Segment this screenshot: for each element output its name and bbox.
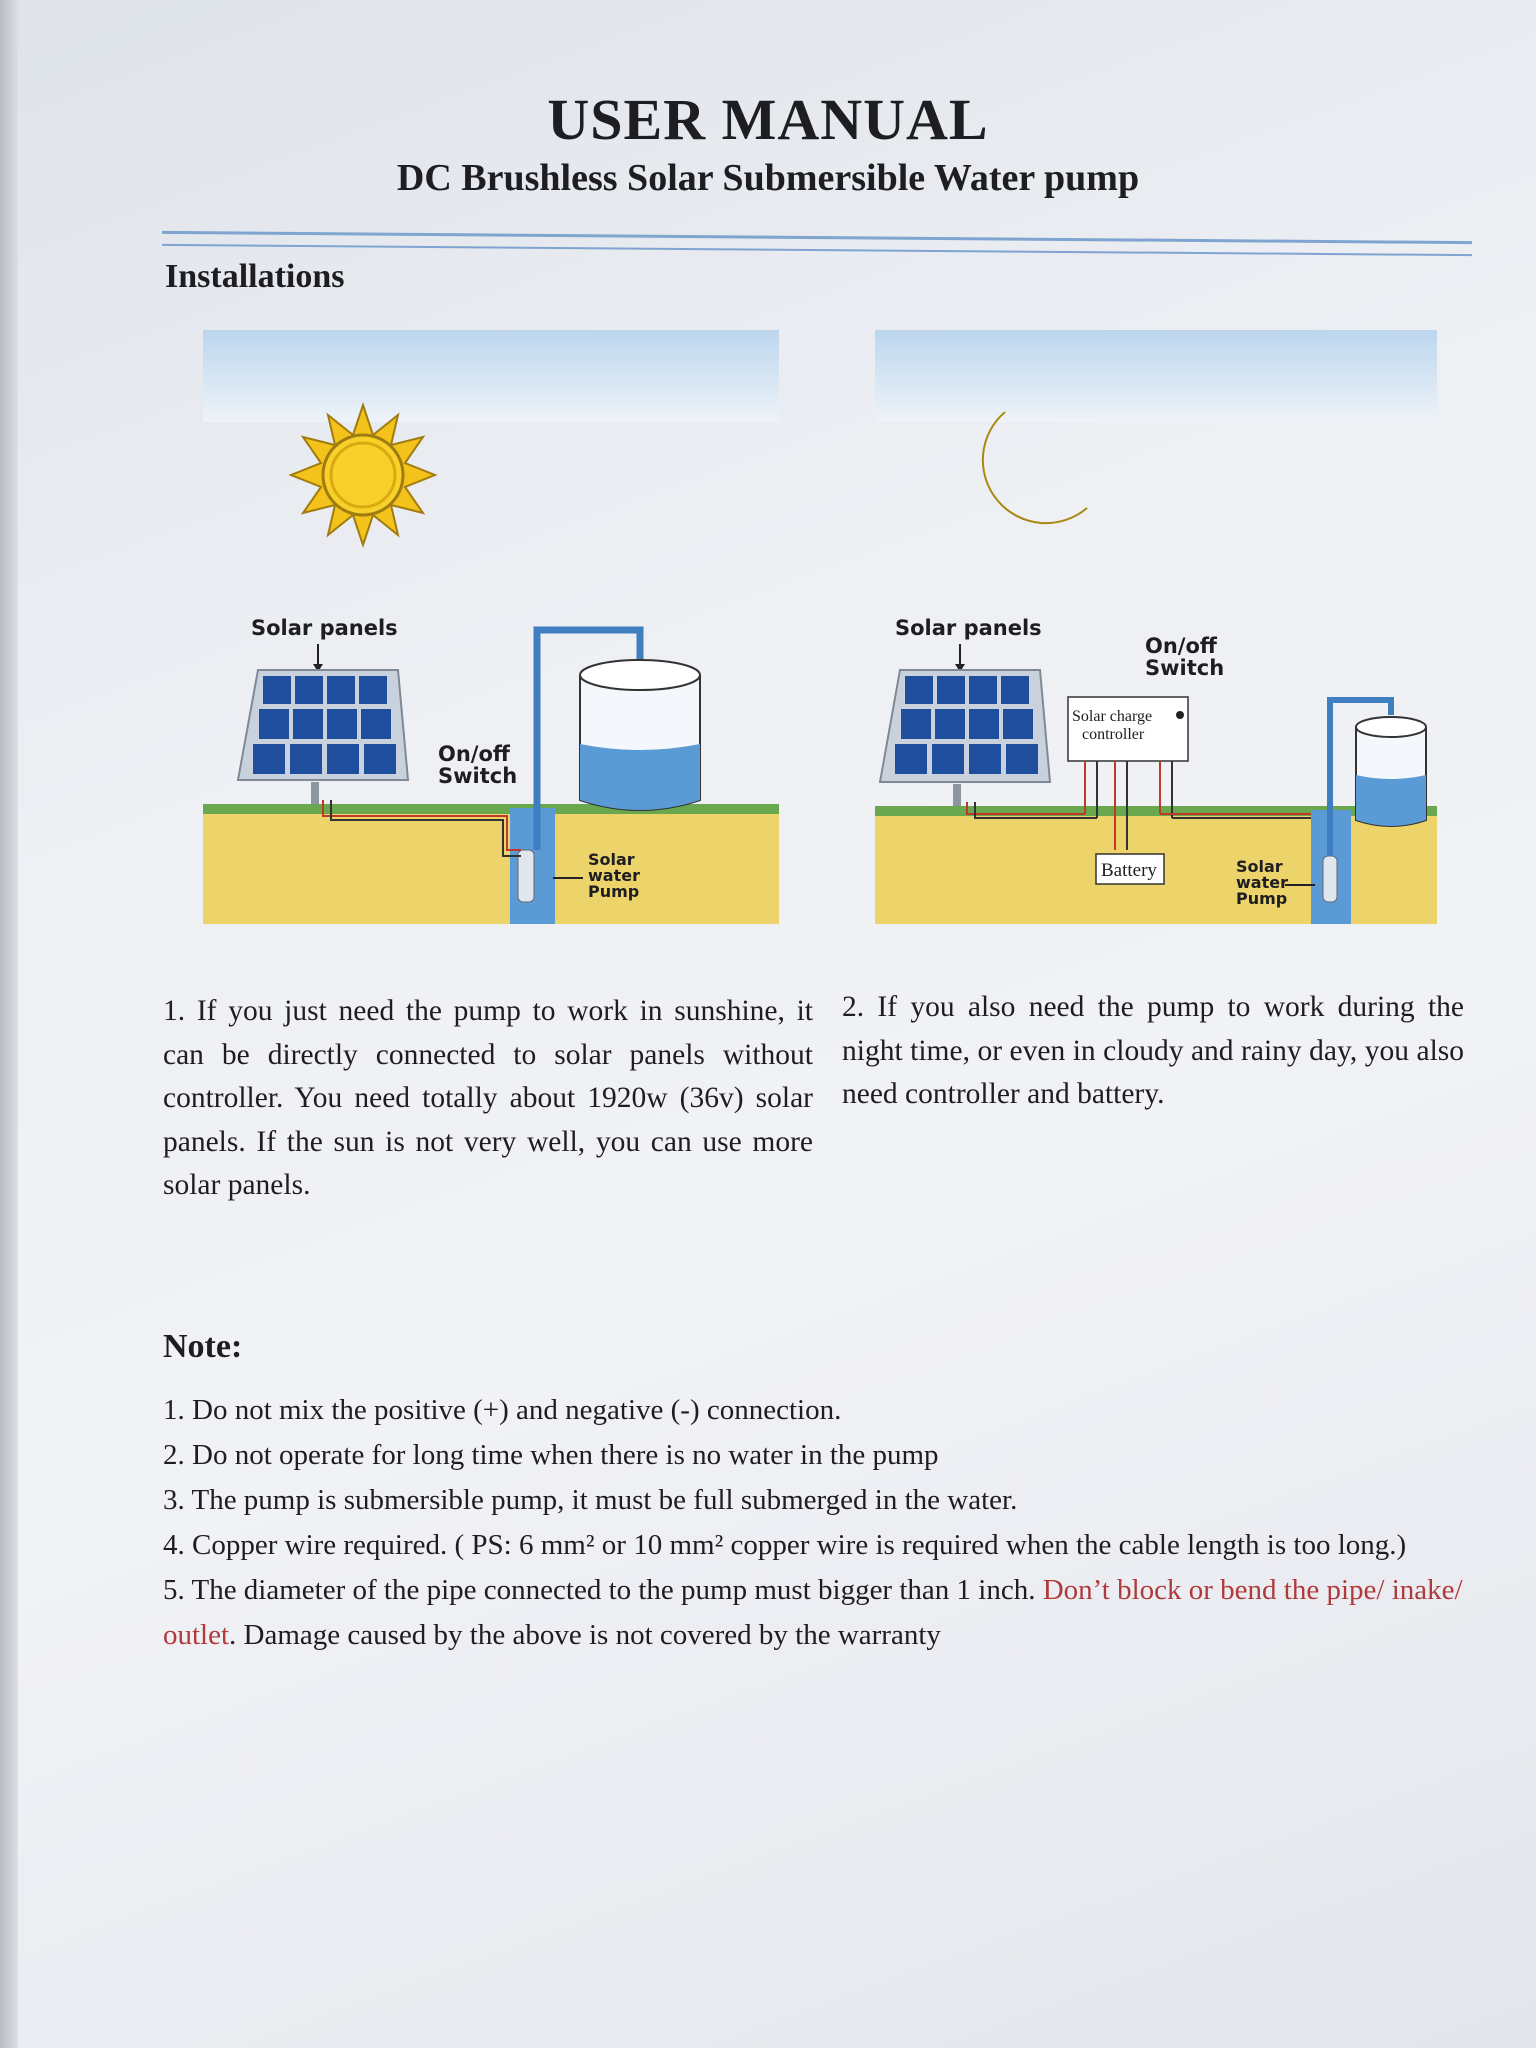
note-heading: Note: — [163, 1328, 243, 1365]
note-warning-text: Don’t block or bend the pipe/ inake/ outlet — [163, 1574, 1463, 1651]
note-item: 2. Do not operate for long time when there is no water in the pump — [163, 1439, 939, 1471]
soil — [203, 810, 779, 924]
pump-icon — [1323, 856, 1337, 902]
sky-band — [203, 330, 779, 422]
page-edge — [0, 0, 18, 2048]
solar-panel-icon — [880, 670, 1050, 812]
night-installation-diagram — [875, 330, 1437, 924]
note-item — [163, 1568, 1493, 1658]
controller-label-1: Solar charge — [1072, 708, 1153, 725]
switch-label-2: Switch — [438, 764, 518, 788]
note-item: 1. Do not mix the positive (+) and negative (-) connection. — [163, 1394, 842, 1426]
switch-label-2: Switch — [1145, 656, 1225, 680]
switch-label-1: On/off — [1145, 634, 1217, 658]
pump-icon — [518, 850, 534, 902]
note-item: 4. Copper wire required. ( PS: 6 mm² or 10 mm² copper wire is required when the cable length is too long.) — [163, 1529, 1407, 1561]
switch-dot — [1176, 711, 1184, 719]
grass — [203, 804, 779, 814]
page-title: USER MANUAL — [547, 87, 989, 152]
note-item-5-text: 5. The diameter of the pipe connected to the pump must bigger than 1 inch. — [163, 1574, 1043, 1606]
pump-label-2: water — [1236, 873, 1288, 892]
pump-label-1: Solar — [1236, 857, 1283, 876]
day-installation-diagram — [203, 330, 779, 924]
sun-icon — [291, 405, 435, 545]
pump-label-1: Solar — [588, 850, 635, 869]
solar-panel-icon — [238, 670, 408, 812]
day-diagram-svg — [203, 330, 779, 924]
switch-label-1: On/off — [438, 742, 510, 766]
grass — [875, 806, 1437, 816]
pump-label-2: water — [588, 866, 640, 885]
solar-panels-label: Solar panels — [895, 616, 1042, 640]
pump-label-3: Pump — [1236, 889, 1288, 908]
paragraph-direct-connection: 1. If you just need the pump to work in sunshine, it can be directly connected to solar panels without controller. You need totally about 1920w (36v) solar panels. If the sun is not very well, you can use more solar panels. — [163, 995, 813, 1201]
paragraph-controller-battery: 2. If you also need the pump to work during the night time, or even in cloudy and rainy day, you also need controller and battery. — [842, 991, 1464, 1110]
installations-heading: Installations — [165, 258, 345, 295]
title-divider — [162, 231, 1472, 256]
note-list — [163, 1388, 1493, 1658]
water-tank — [580, 660, 700, 810]
solar-panels-label: Solar panels — [251, 616, 398, 640]
moon-icon — [983, 412, 1087, 523]
note-item-5-end: . Damage caused by the above is not covered by the warranty — [229, 1619, 941, 1651]
pump-label-3: Pump — [588, 882, 640, 901]
sky-band — [875, 330, 1437, 422]
page-subtitle: DC Brushless Solar Submersible Water pump — [396, 157, 1140, 199]
battery-label: Battery — [1101, 860, 1157, 881]
night-diagram-svg — [875, 330, 1437, 924]
water-tank — [1356, 717, 1426, 826]
note-item: 3. The pump is submersible pump, it must be full submerged in the water. — [163, 1484, 1018, 1516]
controller-label-2: controller — [1082, 726, 1145, 743]
